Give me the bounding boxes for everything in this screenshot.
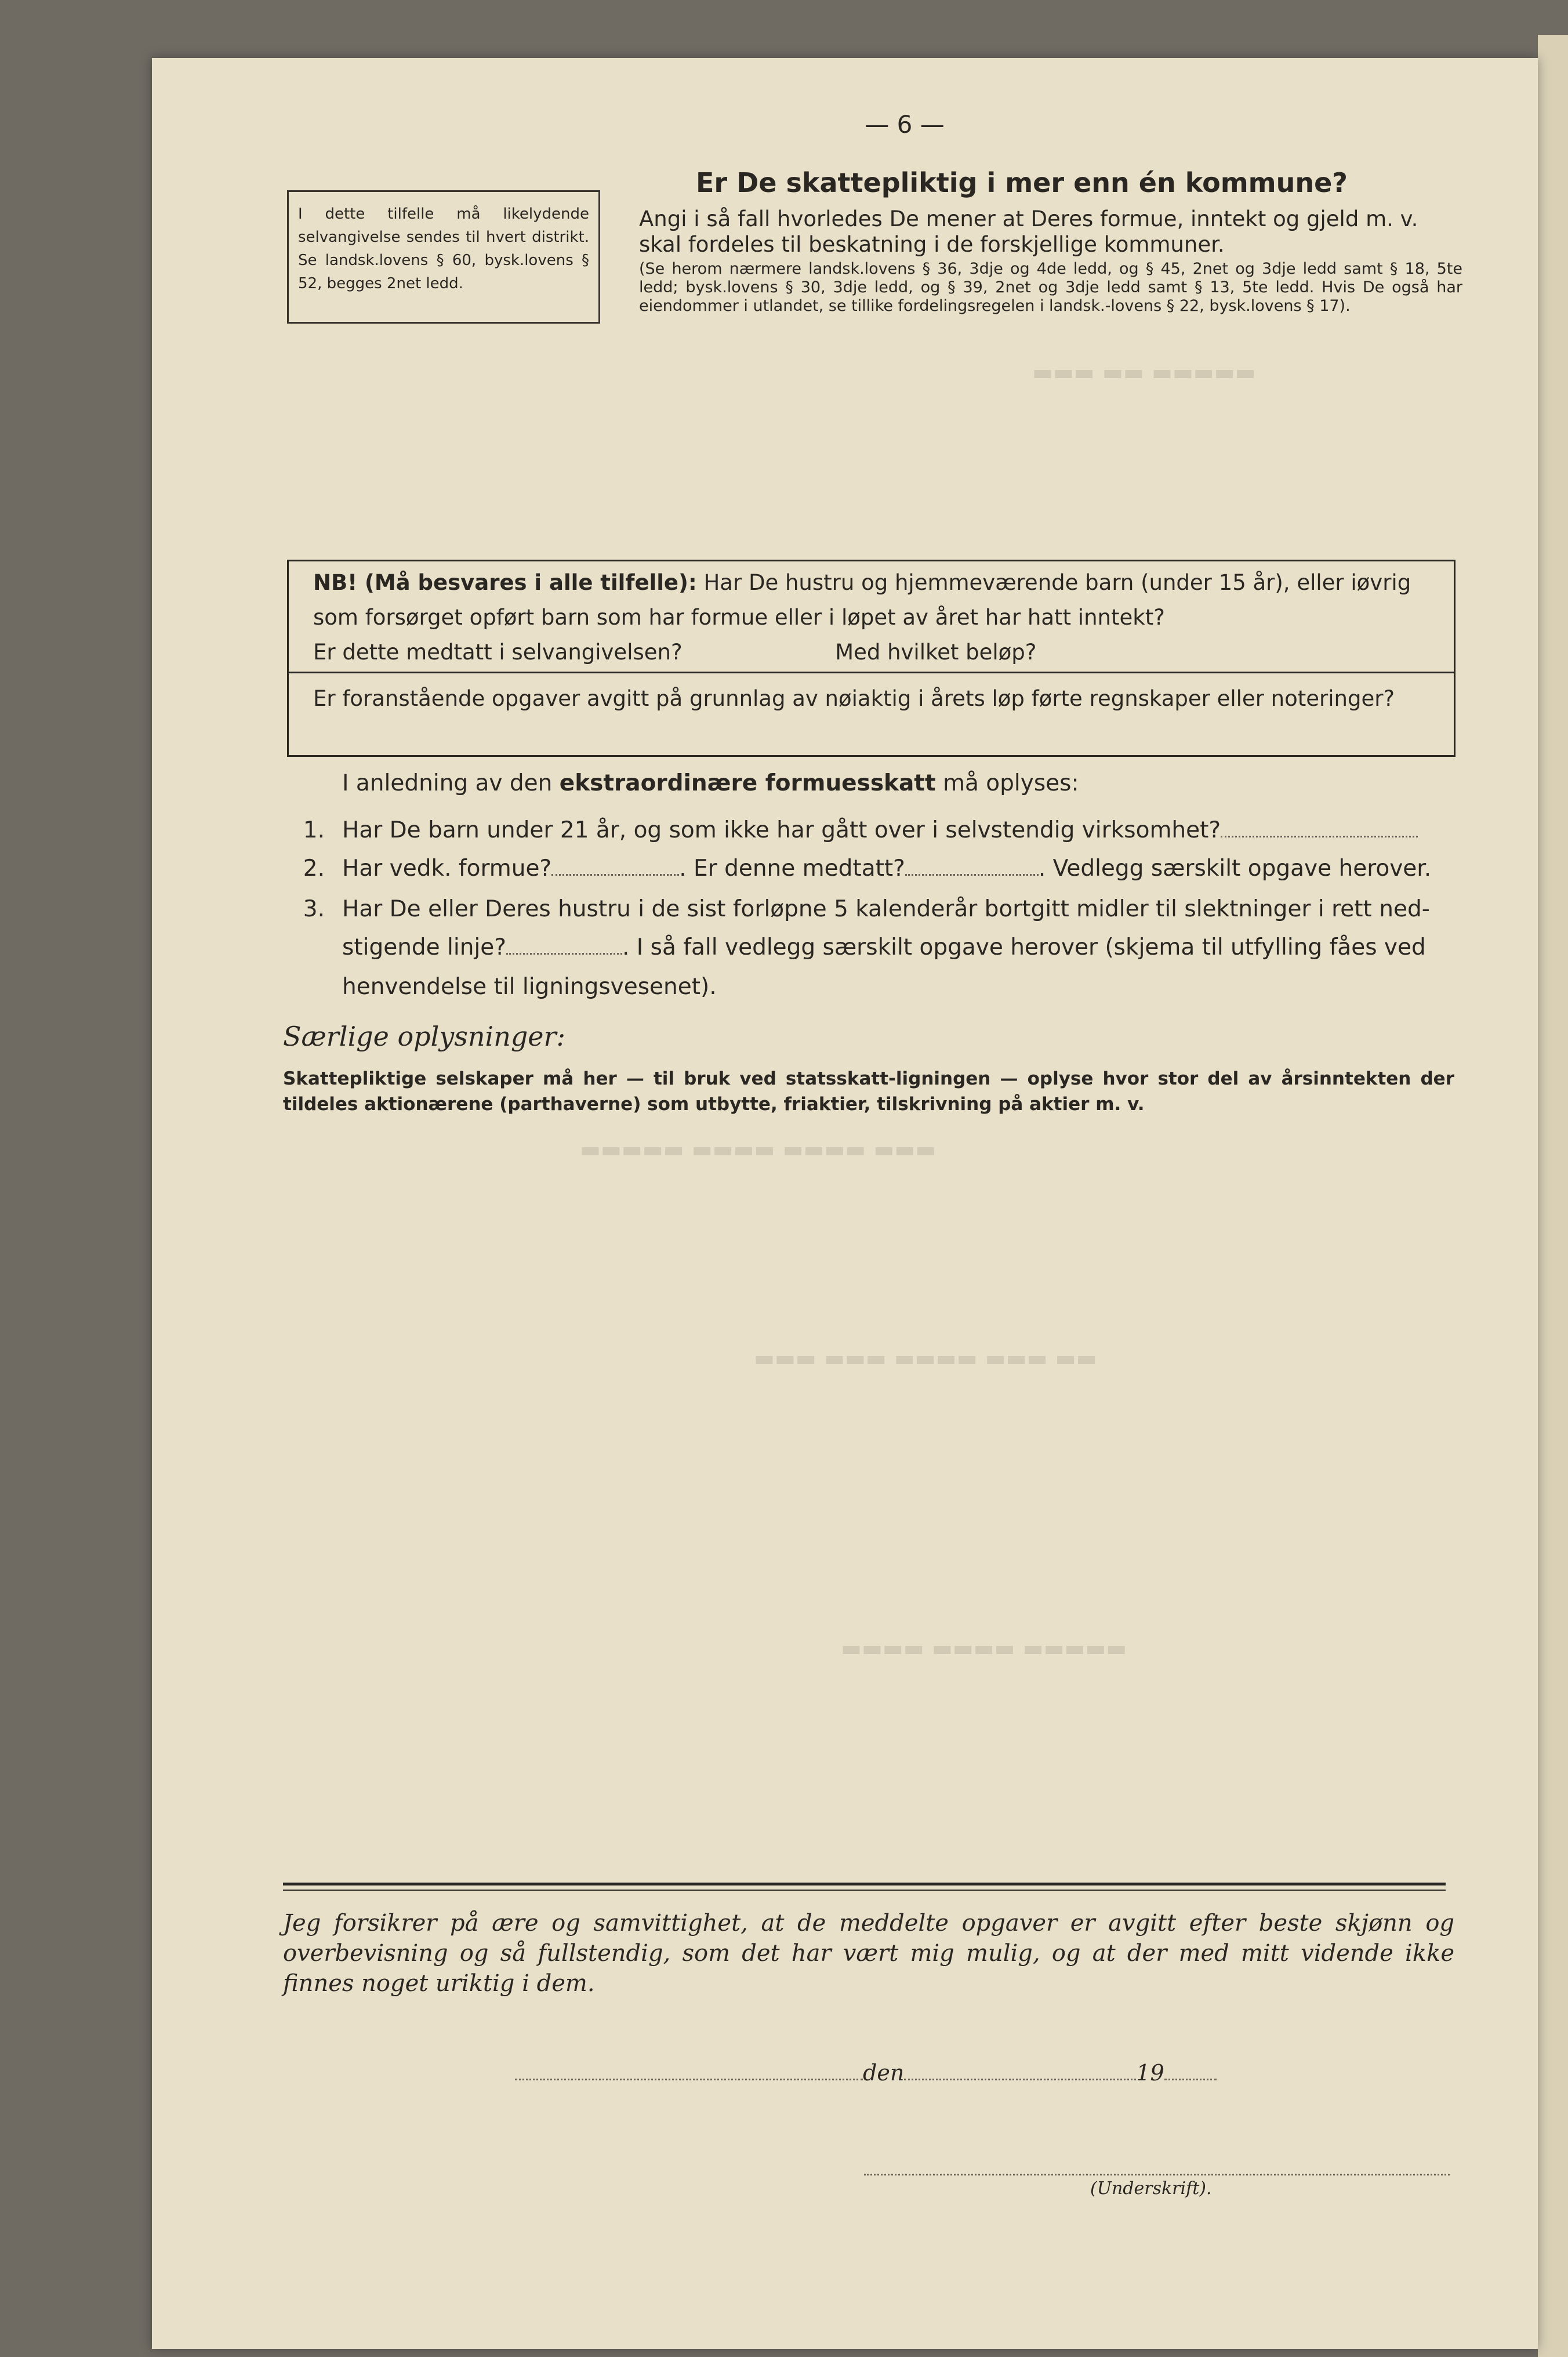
year-answer-line[interactable] [1164, 2061, 1217, 2080]
bleed-through-text: ▬▬▬▬▬ ▬▬▬▬ ▬▬▬▬ ▬▬▬ [580, 1137, 937, 1162]
extra-tax-lead [342, 770, 1079, 796]
item-3-line-2 [342, 928, 1456, 967]
item-2-text-a: Har vedk. formue? [342, 855, 552, 882]
nb-question-3: Er foranstående opgaver avgitt på grunnlag av nøiaktig i årets løp førte regnskaper eller noteringer? [313, 686, 1395, 711]
item-2 [342, 849, 1456, 889]
declaration-text: Jeg forsikrer på ære og samvittighet, at de meddelte opgaver er avgitt efter beste skjønn og overbevisning og så fullstendig, som det har vært mig mulig, og at der med mitt vidende ikke finnes noget uriktig i dem. [283, 1910, 1454, 1997]
bleed-through-text: ▬▬▬▬ ▬▬▬▬ ▬▬▬▬▬ [841, 1636, 1127, 1661]
special-info-title: Særlige oplysninger: [283, 1021, 566, 1052]
signature-line[interactable] [864, 2174, 1450, 2175]
special-info-body: Skattepliktige selskaper må her — til bruk ved statsskatt-ligningen — oplyse hvor stor del av årsinntekten der tildeles aktionærene (parthaverne) som utbytte, friaktier, tilskrivning på aktier m. v. [283, 1068, 1454, 1115]
nb-question-2a: Er dette medtatt i selvangivelsen? [313, 640, 683, 665]
bleed-through-text: ▬▬▬ ▬▬ ▬▬▬▬▬ [1032, 360, 1256, 385]
place-answer-line[interactable] [515, 2061, 863, 2080]
item-2-text-b: . Er denne medtatt? [679, 855, 905, 882]
page-number: — 6 — [865, 110, 945, 139]
item-3-line-1: Har De eller Deres hustru i de sist forløpne 5 kalenderår bortgitt midler til slektninger i rett ned- [342, 896, 1430, 922]
year-prefix: 19 [1136, 2060, 1164, 2086]
municipality-heading: Er De skattepliktig i mer enn én kommune? [696, 167, 1348, 198]
item-number-1: 1. [303, 817, 325, 843]
item-number-2: 2. [303, 855, 325, 882]
bleed-through-text: ▬▬▬ ▬▬▬ ▬▬▬▬ ▬▬▬ ▬▬ [754, 1346, 1097, 1371]
municipality-question: Angi i så fall hvorledes De mener at Deres formue, inntekt og gjeld m. v. skal fordeles til beskatning i de forskjellige kommuner. [639, 206, 1418, 257]
item-1-answer-line[interactable] [1221, 819, 1418, 837]
item-3-text-b: . I så fall vedlegg særskilt opgave herover (skjema til utfylling fåes ved [622, 934, 1426, 960]
item-3-line-3: henvendelse til ligningsvesenet). [342, 974, 717, 1000]
side-note-box [287, 190, 600, 324]
item-1 [342, 811, 1456, 850]
declaration-rule-thick [283, 1883, 1446, 1885]
nb-label: NB! (Må besvares i alle tilfelle): [313, 570, 697, 595]
nb-question-block [313, 565, 1438, 670]
date-line [515, 2060, 1217, 2086]
item-2-text-c: . Vedlegg særskilt opgave herover. [1038, 855, 1432, 882]
item-2-medtatt-answer-line[interactable] [905, 858, 1039, 876]
date-answer-line[interactable] [904, 2061, 1136, 2080]
item-2-formue-answer-line[interactable] [551, 858, 679, 876]
side-note-text: I dette tilfelle må likelydende selvangivelse sendes til hvert distrikt. Se landsk.lovens § 60, bysk.lovens § 52, begges 2net ledd. [298, 205, 589, 292]
extra-tax-lead-bold: ekstraordinære formuesskatt [559, 770, 936, 796]
nb-divider [287, 672, 1456, 673]
den-label: den [863, 2060, 905, 2086]
nb-question-1: Har De hustru og hjemmeværende barn (under 15 år), eller iøvrig som forsørget opført barn som har formue eller i løpet av året har hatt inntekt? [313, 570, 1411, 630]
municipality-reference: (Se herom nærmere landsk.lovens § 36, 3dje og 4de ledd, og § 45, 2net og 3dje ledd samt § 18, 5te ledd; bysk.lovens § 30, 3dje ledd, og § 39, 2net og 3dje ledd samt § 13, 5te ledd. Hvis De også har eiendommer i utlandet, se tillike fordelingsregelen i landsk.-lovens § 22, bysk.lovens § 17). [639, 260, 1462, 315]
adjacent-page-edge [1538, 35, 1568, 2357]
declaration-rule-thin [283, 1890, 1446, 1891]
item-3-answer-line[interactable] [506, 937, 622, 955]
form-page [152, 58, 1538, 2349]
item-3-text-a: stigende linje? [342, 934, 506, 960]
nb-question-2b: Med hvilket beløp? [835, 640, 1037, 665]
extra-tax-lead-prefix: I anledning av den [342, 770, 553, 796]
signature-label: (Underskrift). [1090, 2178, 1212, 2199]
item-1-text: Har De barn under 21 år, og som ikke har gått over i selvstendig virksomhet? [342, 817, 1221, 843]
extra-tax-lead-suffix: må oplyses: [943, 770, 1079, 796]
item-number-3: 3. [303, 896, 325, 922]
